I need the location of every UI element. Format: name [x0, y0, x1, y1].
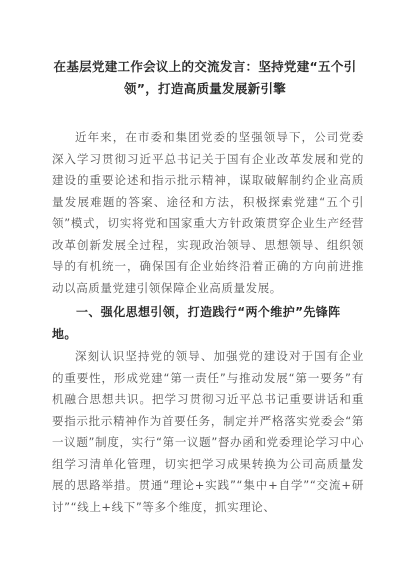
document-body: [52, 127, 364, 518]
section-heading: 一、强化思想引领，打造践行“两个维护”先锋阵地。: [52, 305, 341, 341]
document-title: 在基层党建工作会议上的交流发言：坚持党建“五个引领”，打造高质量发展新引擎: [53, 59, 357, 96]
section-paragraph: 深刻认识坚持党的领导、加强党的建设对于国有企业的重要性，形成党建“第一责任”与推动发展“第一要务”有机融合思想共识。把学习贯彻习近平总书记重要讲话和重要指示批示精神作为首要任务，制定并严格落实党委会“第一议题”制度，实行“第一议题”督办函和党委理论学习中心组学习清单化管理，切实把学习成果转换为公司高质量发展的思路举措。贯通“理论+实践”“集中+自学”“交流+研讨”“线上+线下”等多个维度，抓实理论、: [52, 349, 364, 514]
intro-paragraph: 近年来，在市委和集团党委的坚强领导下，公司党委深入学习贯彻习近平总书记关于国有企业改革发展和党的建设的重要论述和指示批示精神，谋取破解制约企业高质量发展难题的答案、途径和方法，积极探索党建“五个引领”模式，切实将党和国家重大方针政策贯穿企业生产经营改革创新发展全过程，实现政治领导、思想领导、组织领导的有机统一，确保国有企业始终沿着正确的方向前进推动以高质量党建引领保障企业高质量发展。: [52, 130, 364, 295]
